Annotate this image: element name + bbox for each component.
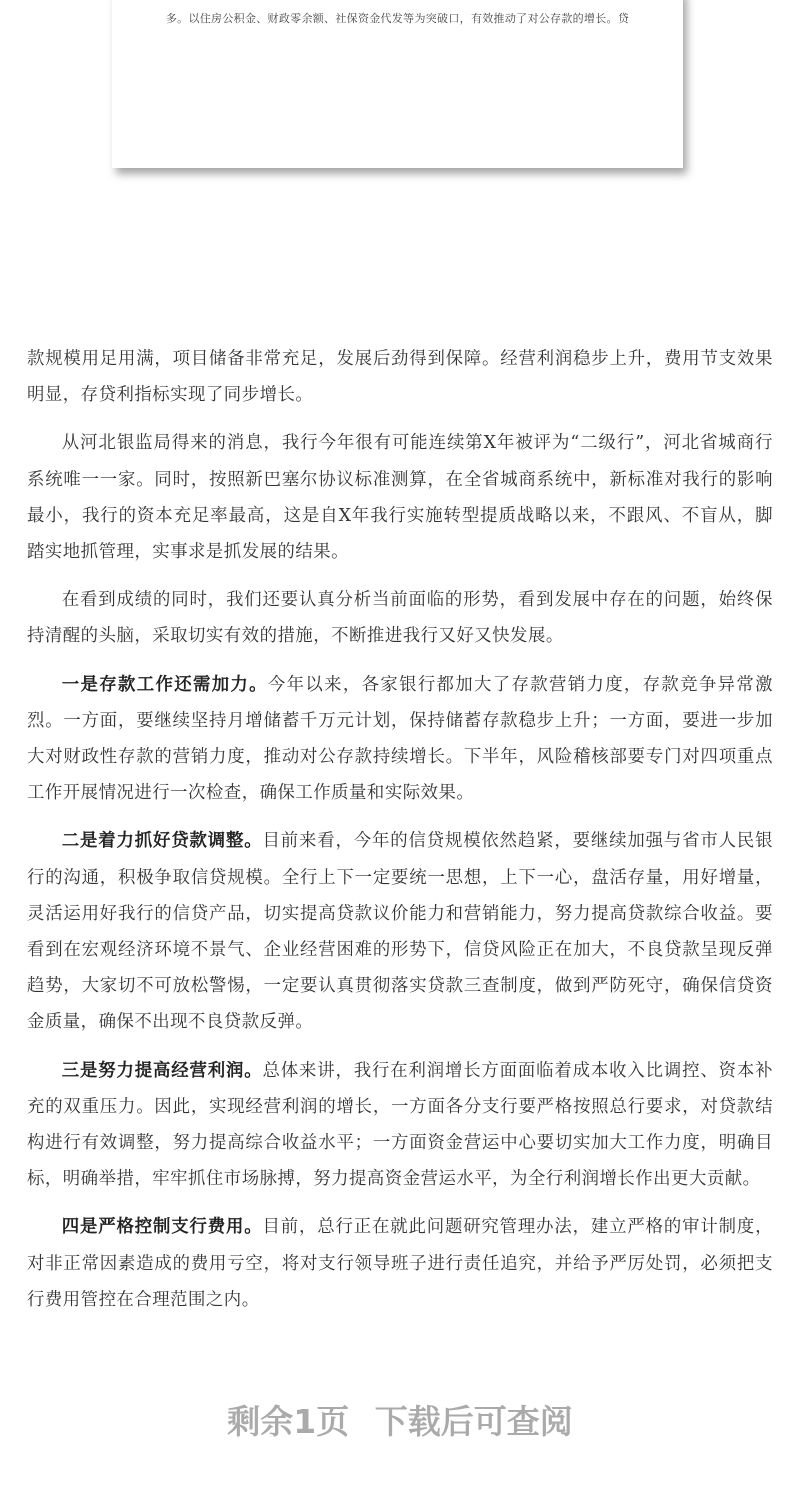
paragraph-4 <box>27 667 773 812</box>
paragraph-lead: 二是着力抓好贷款调整。 <box>61 831 263 852</box>
preview-text: 多。以住房公积金、财政零余额、社保资金代发等为突破口，有效推动了对公存款的增长。贷 <box>165 12 630 25</box>
paragraph-7 <box>27 1209 773 1318</box>
preview-page-card <box>112 0 683 168</box>
remaining-pages-download-prompt[interactable]: 剩余1页 下载后可查阅 <box>227 1402 573 1441</box>
paragraph-lead: 一是存款工作还需加力。 <box>61 674 268 695</box>
paragraph-1 <box>27 341 773 413</box>
paragraph-6 <box>27 1053 773 1198</box>
paragraph-text: 款规模用足用满，项目储备非常充足，发展后劲得到保障。经营利润稳步上升，费用节支效果明显，存贷利指标实现了同步增长。 <box>27 349 773 406</box>
paragraph-lead: 四是严格控制支行费用。 <box>61 1217 263 1238</box>
paragraph-5 <box>27 823 773 1040</box>
paragraph-text: 目前来看，今年的信贷规模依然趋紧，要继续加强与省市人民银行的沟通，积极争取信贷规模。全行上下一定要统一思想，上下一心，盘活存量，用好增量，灵活运用好我行的信贷产品，切实提高贷款议价能力和营销能力，努力提高贷款综合收益。要看到在宏观经济环境不景气、企业经营困难的形势下，信贷风险正在加大，不良贷款呈现反弹趋势，大家切不可放松警惕，一定要认真贯彻落实贷款三查制度，做到严防死守，确保信贷资金质量，确保不出现不良贷款反弹。 <box>27 831 773 1033</box>
paragraph-text: 今年以来，各家银行都加大了存款营销力度，存款竞争异常激烈。一方面，要继续坚持月增储蓄千万元计划，保持储蓄存款稳步上升；一方面，要进一步加大对财政性存款的营销力度，推动对公存款持续增长。下半年，风险稽核部要专门对四项重点工作开展情况进行一次检查，确保工作质量和实际效果。 <box>27 674 773 804</box>
paragraph-3 <box>27 582 773 654</box>
paragraph-text: 总体来讲，我行在利润增长方面面临着成本收入比调控、资本补充的双重压力。因此，实现经营利润的增长，一方面各分支行要严格按照总行要求，对贷款结构进行有效调整，努力提高综合收益水平；一方面资金营运中心要切实加大工作力度，明确目标，明确举措，牢牢抓住市场脉搏，努力提高资金营运水平，为全行利润增长作出更大贡献。 <box>27 1060 773 1190</box>
paragraph-2 <box>27 425 773 570</box>
paragraph-text: 在看到成绩的同时，我们还要认真分析当前面临的形势，看到发展中存在的问题，始终保持清醒的头脑，采取切实有效的措施，不断推进我行又好又快发展。 <box>27 590 773 647</box>
document-body <box>27 341 773 1330</box>
paragraph-text: 从河北银监局得来的消息，我行今年很有可能连续第X年被评为“二级行”，河北省城商行系统唯一一家。同时，按照新巴塞尔协议标准测算，在全省城商系统中，新标准对我行的影响最小，我行的资本充足率最高，这是自X年我行实施转型提质战略以来，不跟风、不盲从，脚踏实地抓管理，实事求是抓发展的结果。 <box>27 433 773 563</box>
paragraph-text: 目前，总行正在就此问题研究管理办法，建立严格的审计制度，对非正常因素造成的费用亏空，将对支行领导班子进行责任追究，并给予严厉处罚，必须把支行费用管控在合理范围之内。 <box>27 1217 773 1310</box>
paragraph-lead: 三是努力提高经营利润。 <box>61 1060 263 1081</box>
